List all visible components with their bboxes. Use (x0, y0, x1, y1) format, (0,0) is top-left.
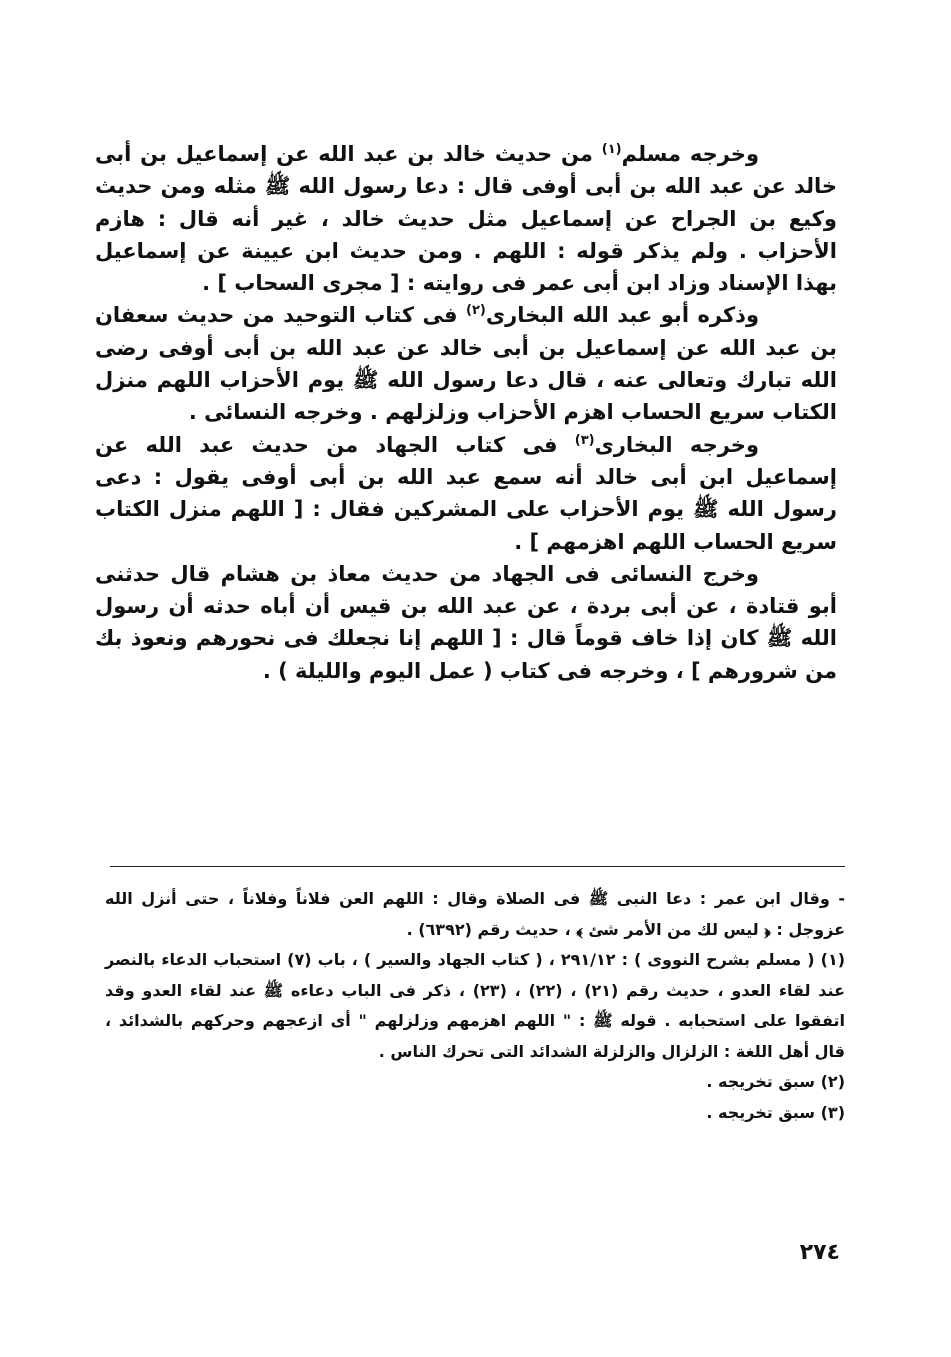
footnote-ref: (٣) (574, 432, 595, 448)
footnote-text: سبق تخريجه . (706, 1072, 816, 1091)
page-number: ٢٧٤ (799, 1240, 840, 1265)
paragraph: وخرجه مسلم$^{(١)}$ من حديث خالد بن عبد الله عن إسماعيل بن أبى خالد عن عبد الله بن أبى أوفى قال : دعا رسول الله ﷺ مثله ومن حديث وكيع بن الجراح عن إسماعيل مثل حديث خالد ، غير أنه قال : هازم الأحزاب . ولم يذكر قوله : اللهم . ومن حديث ابن عيينة عن إسماعيل بهذا الإسناد وزاد ابن أبى عمر فى روايته : [ مجرى السحاب ] . (95, 142, 837, 296)
footnote-text: وقال ابن عمر : دعا النبى ﷺ فى الصلاة وقال : اللهم العن فلاناً وفلاناً ، حتى أنزل الله عزوجل : ﴿ ليس لك من الأمر شئ ﴾ ، حديث رقم (٦٣٩٢) . (105, 889, 845, 939)
footnote-marker: (٢) (820, 1072, 845, 1091)
footnote (105, 945, 845, 1067)
footnote-marker: (١) (820, 950, 846, 969)
footnote-marker: (٣) (820, 1102, 845, 1122)
footnote-text: ( مسلم بشرح النووى ) : ٢٩١/١٢ ، ( كتاب الجهاد والسير ) ، باب (٧) استحباب الدعاء بالنصر عند لقاء العدو ، حديث رقم (٢١) ، (٢٢) ، (٢٣) ، ذكر فى الباب دعاءه ﷺ عند لقاء العدو وقد اتفقوا على استحبابه . قوله ﷺ : " اللهم اهزمهم وزلزلهم " أى ازعجهم وحركهم بالشدائد ، قال أهل اللغة : الزلزال والزلزلة الشدائد التى تحرك الناس . (105, 950, 845, 1061)
paragraph: وخرج النسائى فى الجهاد من حديث معاذ بن هشام قال حدثنى أبو قتادة ، عن أبى بردة ، عن عبد الله بن قيس أن أباه حدثه أن رسول الله ﷺ كان إذا خاف قوماً قال : [ اللهم إنا نجعلك فى نحورهم ونعوذ بك من شرورهم ] ، وخرجه فى كتاب ( عمل اليوم والليلة ) . (95, 561, 837, 683)
footnotes (105, 884, 845, 1128)
paragraph: وذكره أبو عبد الله البخارى$^{(٢)}$ فى كتاب التوحيد من حديث سعفان بن عبد الله عن إسماعيل بن أبى خالد عن عبد الله بن أبى أوفى رضى الله تبارك وتعالى عنه ، قال دعا رسول الله ﷺ يوم الأحزاب اللهم منزل الكتاب سريع الحساب اهزم الأحزاب وزلزلهم . وخرجه النسائى . (95, 303, 837, 425)
footnote (105, 884, 845, 945)
footnote (105, 1067, 845, 1098)
footnote (105, 1098, 845, 1129)
main-text (95, 138, 837, 687)
footnote-divider (110, 866, 845, 867)
footnote-marker: - (838, 889, 845, 908)
footnote-text: سبق تخريجه . (706, 1102, 816, 1122)
paragraph: وخرجه البخارى$^{(٣)}$ فى كتاب الجهاد من حديث عبد الله عن إسماعيل ابن أبى خالد أنه سمع عبد الله بن أبى أوفى يقول : دعى رسول الله ﷺ يوم الأحزاب على المشركين فقال : [ اللهم منزل الكتاب سريع الحساب اللهم اهزمهم ] . (95, 432, 837, 554)
footnote-ref: (٢) (466, 303, 486, 319)
footnote-ref: (١) (601, 142, 622, 157)
